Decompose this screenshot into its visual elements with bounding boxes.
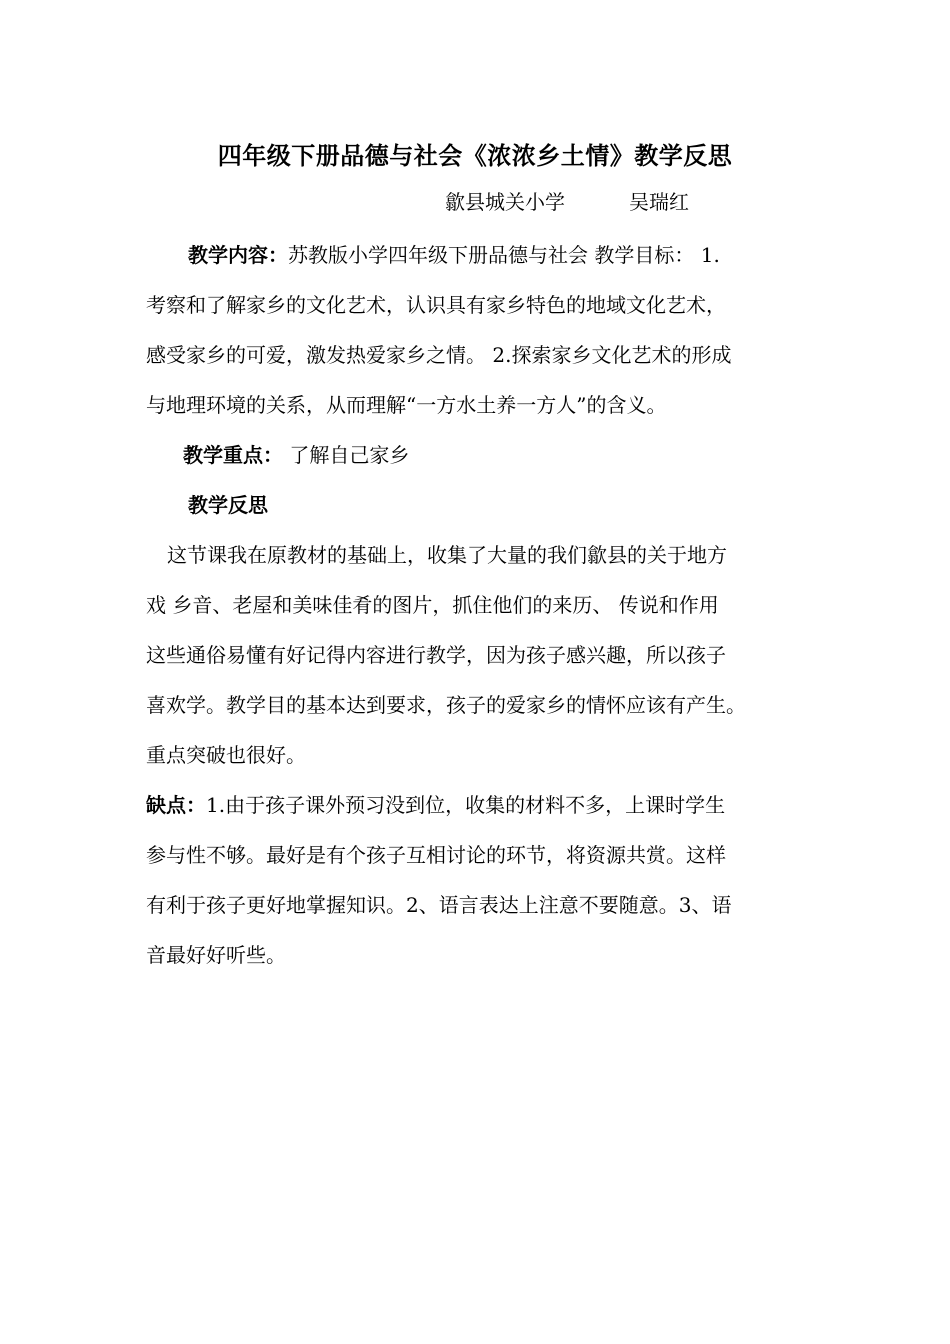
shortcoming-line-1 — [146, 789, 725, 818]
focus-text: 了解自己家乡 — [283, 443, 410, 467]
content-text: 苏教版小学四年级下册品德与社会 教学目标： 1. — [288, 243, 720, 267]
content-line-1 — [188, 239, 720, 268]
reflection-heading: 教学反思 — [188, 493, 268, 517]
content-line-4: 与地理环境的关系，从而理解“一方水土养一方人”的含义。 — [146, 393, 667, 417]
content-label: 教学内容： — [188, 243, 288, 267]
school-name: 歙县城关小学 — [445, 190, 565, 214]
content-line-3: 感受家乡的可爱，激发热爱家乡之情。 2.探索家乡文化艺术的形成 — [146, 343, 732, 367]
shortcoming-line-4: 音最好好听些。 — [146, 943, 286, 967]
shortcoming-text: 1.由于孩子课外预习没到位，收集的材料不多，上课时学生 — [206, 793, 726, 817]
reflection-line-4: 喜欢学。教学目的基本达到要求，孩子的爱家乡的情怀应该有产生。 — [146, 693, 746, 717]
focus-line — [183, 439, 409, 468]
reflection-line-2: 戏 乡音、老屋和美味佳肴的图片，抓住他们的来历、 传说和作用 — [146, 593, 719, 617]
reflection-line-1: 这节课我在原教材的基础上，收集了大量的我们歙县的关于地方 — [167, 543, 727, 567]
shortcoming-label: 缺点： — [146, 793, 206, 817]
shortcoming-line-3: 有利于孩子更好地掌握知识。2、语言表达上注意不要随意。3、语 — [146, 893, 732, 917]
author-line — [445, 186, 689, 215]
shortcoming-line-2: 参与性不够。最好是有个孩子互相讨论的环节，将资源共赏。这样 — [146, 843, 726, 867]
content-line-2: 考察和了解家乡的文化艺术，认识具有家乡特色的地域文化艺术， — [146, 293, 726, 317]
author-name: 吴瑞红 — [629, 190, 689, 214]
reflection-line-3: 这些通俗易懂有好记得内容进行教学，因为孩子感兴趣，所以孩子 — [146, 643, 726, 667]
focus-label: 教学重点： — [183, 443, 283, 467]
document-title: 四年级下册品德与社会《浓浓乡土情》教学反思 — [217, 141, 733, 170]
reflection-line-5: 重点突破也很好。 — [146, 743, 306, 767]
